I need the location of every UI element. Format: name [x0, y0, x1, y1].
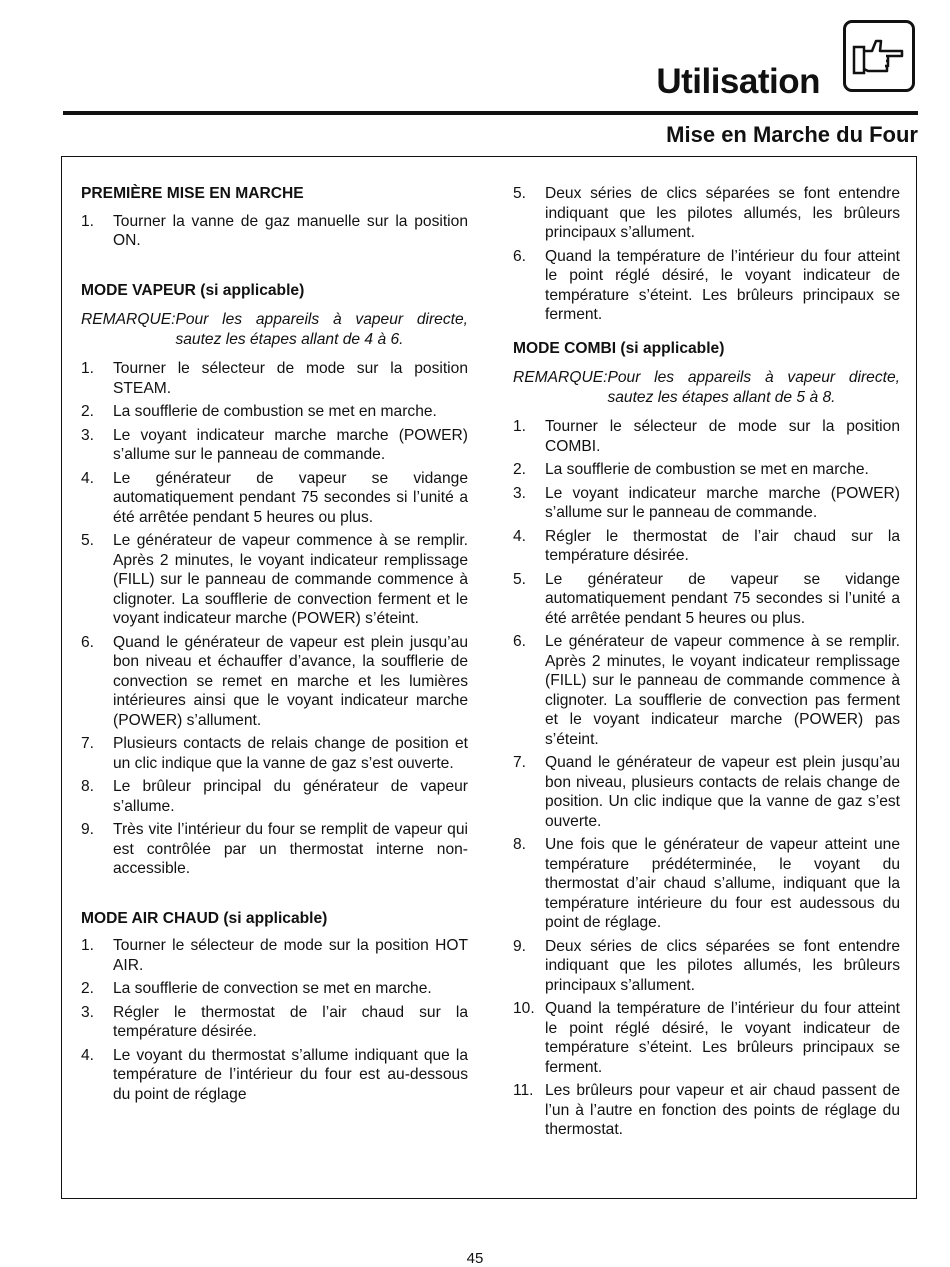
- list-item: [81, 734, 468, 773]
- steam-mode-steps: [81, 359, 468, 879]
- note-text: Pour les appareils à vapeur directe, sautez les étapes allant de 4 à 6.: [175, 311, 468, 348]
- step-number: 6.: [513, 633, 527, 650]
- step-text: Le générateur de vapeur se vidange automatiquement pendant 75 secondes si l’unité a été arrêtée pendant 5 heures ou plus.: [545, 570, 900, 627]
- step-number: 2.: [81, 403, 95, 420]
- list-item: [513, 937, 900, 996]
- hot-air-mode-steps-continued: [513, 184, 900, 325]
- step-number: 8.: [513, 836, 527, 853]
- step-text: Deux séries de clics séparées se font entendre indiquant que les pilotes allumés, les brûleurs principaux s’allument.: [545, 937, 900, 994]
- first-start-heading: PREMIÈRE MISE EN MARCHE: [81, 185, 304, 202]
- list-item: [81, 1003, 468, 1042]
- step-number: 8.: [81, 778, 95, 795]
- note-label: REMARQUE:: [81, 311, 176, 328]
- step-number: 7.: [513, 754, 527, 771]
- list-item: [513, 484, 900, 523]
- list-item: [513, 999, 900, 1077]
- list-item: [81, 426, 468, 465]
- step-text: Le voyant indicateur marche marche (POWER) s’allume sur le panneau de commande.: [545, 484, 900, 521]
- step-number: 9.: [513, 937, 527, 955]
- step-number: 11.: [513, 1082, 534, 1099]
- step-number: 4.: [81, 469, 95, 487]
- step-text: Tourner le sélecteur de mode sur la position HOT AIR.: [113, 937, 468, 974]
- list-item: [81, 979, 468, 999]
- list-item: [81, 531, 468, 629]
- step-text: La soufflerie de combustion se met en marche.: [113, 403, 437, 420]
- list-item: [513, 527, 900, 566]
- list-item: [513, 1081, 900, 1140]
- header-rule: [63, 111, 918, 115]
- step-number: 3.: [81, 1003, 95, 1021]
- step-text: Le générateur de vapeur se vidange automatiquement pendant 75 secondes si l’unité a été arrêtée pendant 5 heures ou plus.: [113, 469, 468, 526]
- section-title: Mise en Marche du Four: [666, 122, 918, 147]
- list-item: [81, 820, 468, 879]
- step-text: Le générateur de vapeur commence à se remplir. Après 2 minutes, le voyant indicateur remplissage (FILL) sur le panneau de commande commence à clignoter. La soufflerie de convection pas ferment et le voyant indicateur marche (POWER) pas s’éteint.: [545, 633, 900, 748]
- step-number: 4.: [513, 527, 527, 545]
- step-number: 5.: [81, 532, 95, 549]
- right-column: [513, 184, 900, 1144]
- steam-mode-heading: MODE VAPEUR (si applicable): [81, 281, 305, 299]
- page-number: 45: [466, 1250, 484, 1267]
- list-item: [81, 359, 468, 398]
- step-number: 4.: [81, 1046, 95, 1064]
- list-item: [513, 835, 900, 933]
- step-number: 3.: [81, 426, 95, 444]
- list-item: [513, 632, 900, 749]
- step-text: Tourner le sélecteur de mode sur la position STEAM.: [113, 360, 468, 397]
- left-column: [81, 184, 468, 1108]
- step-number: 1.: [81, 212, 95, 230]
- list-item: [513, 753, 900, 831]
- list-item: [513, 247, 900, 325]
- combi-mode-steps: [513, 417, 900, 1140]
- steam-mode-note: [81, 310, 468, 349]
- step-text: Deux séries de clics séparées se font entendre indiquant que les pilotes allumés, les brûleurs principaux s’allument.: [545, 185, 900, 241]
- step-number: 6.: [513, 247, 527, 265]
- step-text: Tourner la vanne de gaz manuelle sur la position ON.: [113, 212, 468, 249]
- note-label: REMARQUE:: [513, 369, 608, 386]
- step-number: 2.: [513, 461, 527, 478]
- step-text: Les brûleurs pour vapeur et air chaud passent de l’un à l’autre en fonction des points de réglage du thermostat.: [545, 1082, 900, 1138]
- step-text: Tourner le sélecteur de mode sur la position COMBI.: [545, 418, 900, 455]
- list-item: [81, 777, 468, 816]
- step-number: 6.: [81, 633, 95, 651]
- step-number: 5.: [513, 185, 527, 202]
- step-text: Plusieurs contacts de relais change de position et un clic indique que la vanne de gaz s’est ouverte.: [113, 735, 468, 772]
- combi-mode-heading: MODE COMBI (si applicable): [513, 339, 725, 357]
- list-item: [513, 184, 900, 243]
- list-item: [513, 417, 900, 456]
- step-text: Le voyant indicateur marche marche (POWER) s’allume sur le panneau de commande.: [113, 426, 468, 463]
- list-item: [81, 402, 468, 422]
- combi-mode-note: [513, 368, 900, 407]
- note-text: Pour les appareils à vapeur directe, sautez les étapes allant de 5 à 8.: [607, 369, 900, 406]
- step-text: Quand la température de l’intérieur du four atteint le point réglé désiré, le voyant indicateur de température s’éteint. Les brûleurs principaux se ferment.: [545, 1000, 900, 1076]
- step-text: Une fois que le générateur de vapeur atteint une température prédéterminée, le voyant du thermostat d’air chaud s’allume, indiquant que la température intérieure du four est audessous du point de réglage.: [545, 836, 900, 931]
- step-number: 3.: [513, 484, 527, 502]
- step-text: Le brûleur principal du générateur de vapeur s’allume.: [113, 778, 468, 815]
- hot-air-mode-steps: [81, 936, 468, 1104]
- step-number: 5.: [513, 570, 527, 588]
- list-item: [81, 936, 468, 975]
- step-number: 1.: [81, 360, 95, 377]
- step-text: Régler le thermostat de l’air chaud sur la température désirée.: [113, 1003, 468, 1040]
- list-item: [81, 469, 468, 528]
- page-title: Utilisation: [656, 62, 820, 101]
- list-item: [81, 633, 468, 731]
- step-text: Régler le thermostat de l’air chaud sur la température désirée.: [545, 527, 900, 564]
- step-number: 10.: [513, 1000, 535, 1017]
- step-number: 9.: [81, 821, 95, 838]
- step-text: Très vite l’intérieur du four se remplit de vapeur qui est contrôlée par un thermostat interne non-accessible.: [113, 821, 468, 877]
- pointing-hand-icon: [843, 20, 915, 92]
- step-number: 2.: [81, 980, 95, 997]
- step-number: 1.: [513, 418, 527, 435]
- step-text: La soufflerie de convection se met en marche.: [113, 980, 432, 997]
- list-item: [513, 460, 900, 480]
- step-text: Le voyant du thermostat s’allume indiquant que la température de l’intérieur du four est au-dessous du point de réglage: [113, 1046, 468, 1103]
- step-text: Quand le générateur de vapeur est plein jusqu’au bon niveau et échauffer d’avance, la soufflerie de convection se remet en marche et les lumières intérieures ainsi que le voyant indicateur marche (POWER) s’allument.: [113, 633, 468, 729]
- step-number: 7.: [81, 735, 95, 752]
- first-start-steps: [81, 212, 468, 251]
- list-item: [81, 1046, 468, 1105]
- step-text: Quand la température de l’intérieur du four atteint le point réglé désiré, le voyant indicateur de température s’éteint. Les brûleurs principaux se ferment.: [545, 247, 900, 323]
- hot-air-mode-heading: MODE AIR CHAUD (si applicable): [81, 909, 328, 927]
- step-text: Quand le générateur de vapeur est plein jusqu’au bon niveau, plusieurs contacts de relais change de position. Un clic indique que la vanne de gaz s’est ouverte.: [545, 754, 900, 830]
- step-text: La soufflerie de combustion se met en marche.: [545, 461, 869, 478]
- list-item: [513, 570, 900, 629]
- list-item: [81, 212, 468, 251]
- step-number: 1.: [81, 937, 95, 954]
- step-text: Le générateur de vapeur commence à se remplir. Après 2 minutes, le voyant indicateur remplissage (FILL) sur le panneau de commande commence à clignoter. La soufflerie de convection ferment et le voyant indicateur marche (POWER) s’éteint.: [113, 532, 468, 627]
